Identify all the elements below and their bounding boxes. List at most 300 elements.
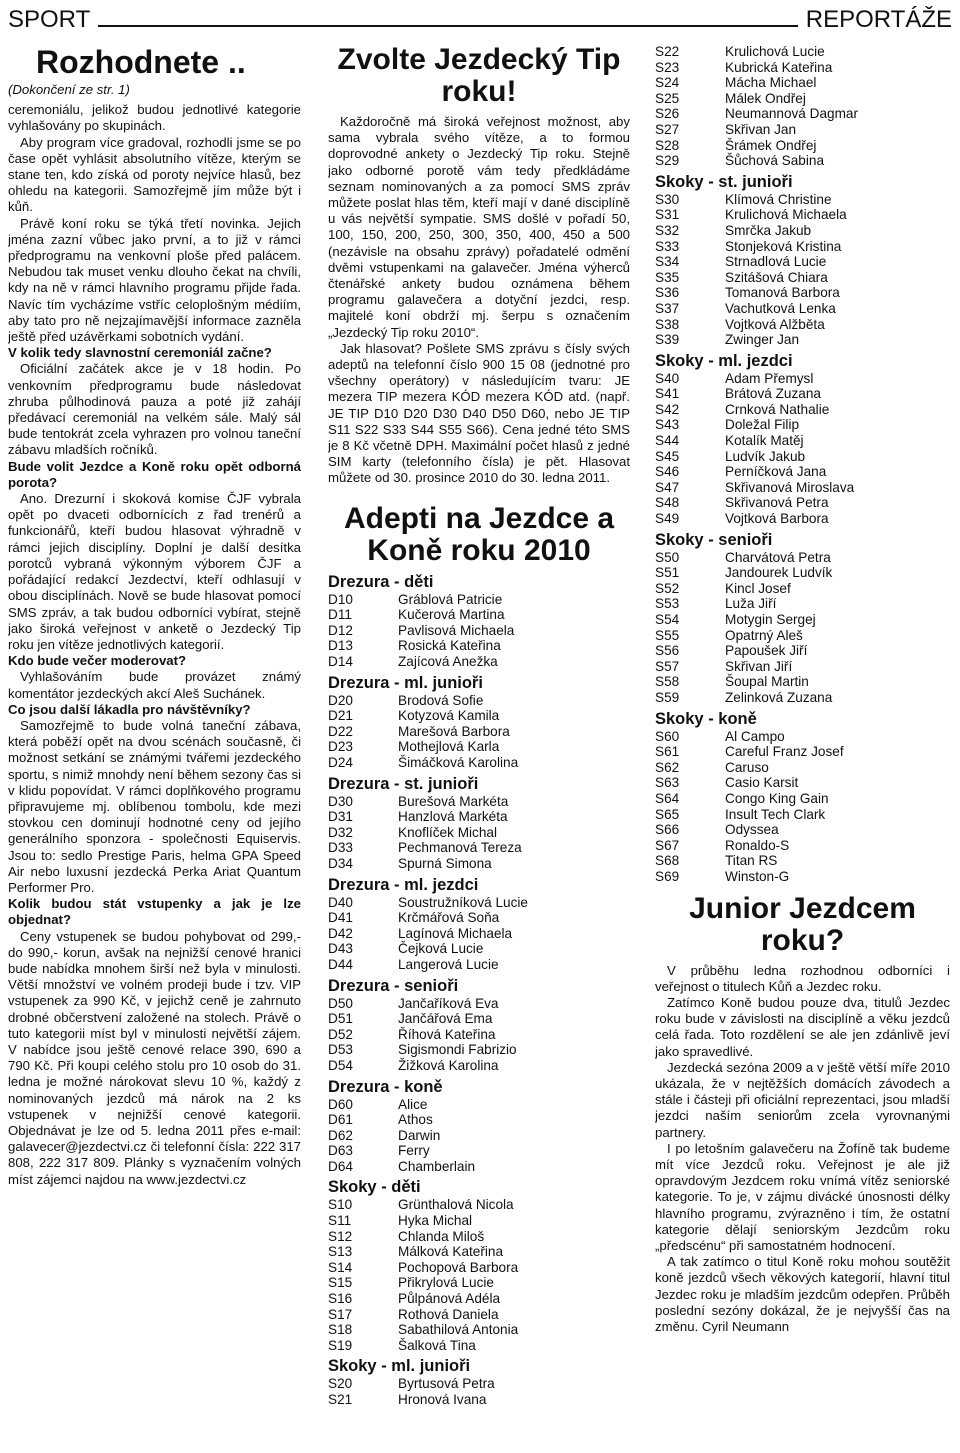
nominee-row <box>655 581 950 597</box>
nominee-row <box>655 612 950 628</box>
nominee-name: Klímová Christine <box>725 191 832 207</box>
nominee-name: Rosická Kateřina <box>398 638 501 654</box>
section-type-label: REPORTÁŽE <box>805 6 952 33</box>
nominee-code: S28 <box>655 137 680 153</box>
nominee-name: Lagínová Michaela <box>398 925 513 941</box>
nominee-name: Šoupal Martin <box>725 674 809 690</box>
nominee-row <box>655 386 950 402</box>
nominee-code: D62 <box>328 1127 353 1143</box>
nominee-row <box>655 285 950 301</box>
nominee-code: D23 <box>328 739 353 755</box>
nominee-code: D21 <box>328 708 353 724</box>
nominee-name: Skřivanová Miroslava <box>725 479 855 495</box>
article-paragraph: Ano. Drezurní i skoková komise ČJF vybrala opět po dvaceti odbornících z řad trenérů a funkcionářů, kteří budou hlasovat výhradně v rámci jejich disciplíny. Doplní je další desítka porotců vybraná výkonným výborem ČJF a pořádající redakcí Jezdectví, kteří odhlasují v obou disciplínách. Nově se bude hlasovat pomocí SMS zpráv, a tak budou odborníci vybírat, stejně jako široká veřejnost v anketě o Jezdecký Tip roku jen vítěze jednotlivých kategorií. <box>8 491 301 652</box>
nominee-code: S59 <box>655 689 680 705</box>
category-heading: Drezura - st. junioři <box>328 774 479 793</box>
nominee-row <box>328 1275 630 1291</box>
nominee-row <box>328 856 630 872</box>
nominee-code: S41 <box>655 386 680 402</box>
nominee-code: S12 <box>328 1228 353 1244</box>
category-heading: Drezura - senioři <box>328 976 459 995</box>
nominee-row <box>655 628 950 644</box>
nominee-row <box>328 607 630 623</box>
nominee-row <box>655 659 950 675</box>
nominee-code: S51 <box>655 565 680 581</box>
adepti-title: Adepti na Jezdce a Koně roku 2010 <box>343 501 615 567</box>
nominee-code: S35 <box>655 269 680 285</box>
nominee-code: S34 <box>655 254 680 270</box>
nominee-code: S55 <box>655 627 680 643</box>
nominee-row <box>328 895 630 911</box>
nominee-name: Szitášová Chiara <box>725 269 828 285</box>
nominee-code: S25 <box>655 90 680 106</box>
nominee-code: S26 <box>655 106 680 122</box>
nominee-name: Al Campo <box>725 728 785 744</box>
nominee-code: S46 <box>655 464 680 480</box>
nominee-name: Alice <box>398 1096 428 1112</box>
nominee-row <box>655 60 950 76</box>
nominee-code: S19 <box>328 1337 353 1353</box>
nominee-row <box>328 1260 630 1276</box>
nominee-name: Hyka Michal <box>398 1213 473 1229</box>
nominee-row <box>328 825 630 841</box>
nominee-row <box>328 1097 630 1113</box>
nominee-code: S15 <box>328 1275 353 1291</box>
junior-title: Junior Jezdcem roku? <box>689 891 916 957</box>
nominee-code: D24 <box>328 755 353 771</box>
category-heading: Skoky - st. junioři <box>655 172 793 191</box>
nominee-row <box>655 371 950 387</box>
nominee-code: S13 <box>328 1244 353 1260</box>
nominee-name: Ferry <box>398 1143 430 1159</box>
article-paragraph: Samozřejmě to bude volná taneční zábava, která poběží opět na dvou scénách současně, či možnost setkání se známými tvářemi jezdeckého sportu, s nimiž mnohdy není během sezony čas si v klidu popovídat. V rámci doplňkového programu připravujeme mj. oblíbenou tombolu, kde mezi stovkou cen dominují hodnotné ceny od jejího generálního sponzora - společnosti Equiservis. Jsou to: sedlo Prestige Paris, helma GPA Speed Air nebo luxusní jezdecká Perka Ariat Quantum Performer Pro. <box>8 717 301 895</box>
nominee-name: Krčmářová Soňa <box>398 910 500 926</box>
article-question: Co jsou další lákadla pro návštěvníky? <box>8 701 251 717</box>
nominee-name: Darwin <box>398 1127 441 1143</box>
nominee-list-right <box>655 44 950 885</box>
nominee-name: Žižková Karolina <box>398 1057 499 1073</box>
nominee-row <box>655 690 950 706</box>
article-paragraph: Vyhlašováním bude provázet známý komentátor jezdeckých akcí Aleš Suchánek. <box>8 669 301 701</box>
category-heading: Skoky - ml. junioři <box>328 1357 471 1376</box>
nominee-code: S42 <box>655 401 680 417</box>
nominee-name: Říhová Kateřina <box>398 1026 496 1042</box>
nominee-name: Šrámek Ondřej <box>725 137 817 153</box>
nominee-row <box>328 724 630 740</box>
nominee-name: Byrtusová Petra <box>398 1376 495 1392</box>
nominee-code: S56 <box>655 643 680 659</box>
nominee-row <box>655 122 950 138</box>
nominee-code: S32 <box>655 222 680 238</box>
nominee-code: S67 <box>655 837 680 853</box>
nominee-name: Ludvík Jakub <box>725 448 806 464</box>
nominee-name: Málková Kateřina <box>398 1244 504 1260</box>
nominee-name: Skřivan Jiří <box>725 658 793 674</box>
nominee-name: Krulichová Michaela <box>725 207 847 223</box>
nominee-name: Zelinková Zuzana <box>725 689 833 705</box>
nominee-name: Kubrická Kateřina <box>725 59 833 75</box>
nominee-row <box>328 1322 630 1338</box>
nominee-row <box>655 550 950 566</box>
nominee-code: S48 <box>655 495 680 511</box>
article-paragraph: Oficiální začátek akce je v 18 hodin. Po venkovním předprogramu bude následovat zhruba půlhodinová pauza a poté již zahájí předávací ceremoniál na velkém sále. Malý sál bude tentokrát zcela vyhrazen pro volnou taneční zábavu mladších ročníků. <box>8 361 301 458</box>
article-paragraph: Ceny vstupenek se budou pohybovat od 299,- do 990,- korun, avšak na nejnižší cenové hranici bude nabídka mnohem širší než byla v minulosti. Větší množství ve volném prodeji bude i tzv. VIP vstupenek za 990 Kč, v jejichž ceně je zahrnuto drobné občerstvení založené na stolech. Právě o tuto kategorii míst byl v minulosti největší zájem. V nabídce jsou ještě cenové relace 390, 690 a 790 Kč. Při koupi celého stolu pro 10 osob do 31. ledna je možné nárokovat slevu 10 %, každý z nominovaných jezdců má nárok na 2 ks vstupenek v nejnižší cenové kategorii. Objednávat je lze od 5. ledna 2011 přes e-mail: galavecer@jezdectvi.cz či telefonní čísla: 222 317 808, 222 317 809. Plánky s vyznačením volných míst zájemci najdou na www.jezdectvi.cz <box>8 928 301 1187</box>
nominee-name: Spurná Simona <box>398 855 492 871</box>
junior-paragraph: Zatímco Koně budou pouze dva, titulů Jezdec roku bude v závislosti na disciplíně a věku jezdců celá řada. Toto rozdělení se ale jen zdánlivě jeví jako spravedlivé. <box>655 994 950 1059</box>
nominee-name: Soustružníková Lucie <box>398 894 528 910</box>
nominee-code: S65 <box>655 806 680 822</box>
article-title: Rozhodnete .. <box>36 44 246 80</box>
nominee-row <box>655 332 950 348</box>
nominee-row <box>655 853 950 869</box>
category-heading: Skoky - ml. jezdci <box>655 351 793 370</box>
nominee-row <box>655 91 950 107</box>
nominee-code: D13 <box>328 638 353 654</box>
nominee-code: D43 <box>328 941 353 957</box>
nominee-row <box>655 138 950 154</box>
nominee-code: D54 <box>328 1057 353 1073</box>
nominee-code: S27 <box>655 121 680 137</box>
nominee-row <box>328 840 630 856</box>
article-question: Kdo bude večer moderovat? <box>8 653 187 669</box>
nominee-code: S68 <box>655 853 680 869</box>
nominee-row <box>328 1338 630 1354</box>
nominee-name: Brátová Zuzana <box>725 386 821 402</box>
nominee-code: D44 <box>328 956 353 972</box>
nominee-code: S20 <box>328 1376 353 1392</box>
nominee-code: D52 <box>328 1026 353 1042</box>
article-subtitle: (Dokončení ze str. 1) <box>8 82 130 97</box>
nominee-name: Smrčka Jakub <box>725 222 812 238</box>
nominee-code: D40 <box>328 894 353 910</box>
category-heading: Drezura - děti <box>328 572 434 591</box>
nominee-row <box>328 1042 630 1058</box>
nominee-name: Pochopová Barbora <box>398 1259 519 1275</box>
nominee-name: Athos <box>398 1112 433 1128</box>
nominee-name: Ronaldo-S <box>725 837 790 853</box>
tip-paragraph: Jak hlasovat? Pošlete SMS zprávu s čísly svých adeptů na telefonní číslo 900 15 08 (jednotné pro všechny operátory) v následujícím tvaru: JE mezera TIP mezera KÓD mezera KÓD atd. (např. JE TIP D10 D20 D30 D40 D50 D60, nebo JE TIP S11 S22 S33 S44 S55 S66). Cena jedné této SMS je 8 Kč včetně DPH. Maximální počet hlasů z jedné SIM karty (telefonního čísla) je pět. Hlasovat můžete od 30. prosince 2010 do 30. ledna 2011. <box>328 340 630 486</box>
nominee-row <box>655 449 950 465</box>
nominee-row <box>328 1213 630 1229</box>
nominee-row <box>655 464 950 480</box>
nominee-name: Congo King Gain <box>725 790 829 806</box>
nominee-row <box>655 153 950 169</box>
nominee-row <box>655 791 950 807</box>
nominee-row <box>655 106 950 122</box>
category-heading: Drezura - koně <box>328 1077 443 1096</box>
nominee-name: Opatrný Aleš <box>725 627 803 643</box>
nominee-code: S17 <box>328 1306 353 1322</box>
nominee-row <box>655 44 950 60</box>
nominee-row <box>328 1229 630 1245</box>
junior-paragraph: Jezdecká sezóna 2009 a v ještě větší míře 2010 ukázala, že v nejtěžších domácích závodech a stále i částeji při oficiální reprezentaci, jsou mladší jezdci naším seniorům zcela vyrovnanými partnery. <box>655 1059 950 1140</box>
nominee-row <box>328 654 630 670</box>
nominee-code: D11 <box>328 607 352 623</box>
nominee-name: Přikrylová Lucie <box>398 1275 494 1291</box>
nominee-row <box>655 822 950 838</box>
article-paragraph: Právě koní roku se týká třetí novinka. Jejich jména zazní vůbec jako první, a to již v rámci předprogramu na venkovní ploše před palácem. Nebudou tak muset venku dlouho čekat na chvíli, kdy na ně v rámci hlavního programu přijde řada. Navíc tím vycházíme vstříc celoplošným médiím, aby tato pro ně nejzajímavější informace zazněla ještě před uzávěrkami sobotních vydání. <box>8 215 301 345</box>
article-column <box>8 44 301 1188</box>
nominee-name: Tomanová Barbora <box>725 285 840 301</box>
nominee-row <box>328 755 630 771</box>
nominee-code: S21 <box>328 1392 353 1408</box>
nominee-row <box>328 1392 630 1408</box>
nominee-row <box>655 254 950 270</box>
nominee-name: Luža Jiří <box>725 596 777 612</box>
article-paragraph: ceremoniálu, jelikož budou jednotlivé kategorie vyhlašovány po skupinách. <box>8 102 301 134</box>
nominee-code: S45 <box>655 448 680 464</box>
nominee-name: Skřivan Jan <box>725 121 797 137</box>
nominee-code: S63 <box>655 775 680 791</box>
middle-column <box>328 44 630 1408</box>
header-rule <box>98 25 798 27</box>
nominee-row <box>328 1244 630 1260</box>
nominee-row <box>655 596 950 612</box>
nominee-name: Langerová Lucie <box>398 956 499 972</box>
nominee-name: Zwinger Jan <box>725 332 800 348</box>
nominee-code: D64 <box>328 1158 353 1174</box>
nominee-row <box>655 480 950 496</box>
nominee-name: Knoflíček Michal <box>398 824 497 840</box>
nominee-row <box>328 941 630 957</box>
nominee-row <box>655 511 950 527</box>
category-heading: Skoky - děti <box>328 1178 421 1197</box>
nominee-row <box>655 270 950 286</box>
nominee-name: Sigismondi Fabrizio <box>398 1042 517 1058</box>
nominee-name: Kotalík Matěj <box>725 433 804 449</box>
nominee-name: Jančářová Ema <box>398 1011 493 1027</box>
nominee-row <box>328 708 630 724</box>
nominee-row <box>328 1027 630 1043</box>
nominee-row <box>328 1197 630 1213</box>
nominee-name: Mothejlová Karla <box>398 739 500 755</box>
junior-paragraph: A tak zatímco o titul Koně roku mohou soutěžit koně jezdců všech věkových kategorií, hlavní titul Jezdec roku je mladším jezdcům odepřen. Průběh poslední sezóny dokázal, že je nejvyšší čas na změnu. Cyril Neumann <box>655 1254 950 1334</box>
nominee-name: Vojtková Alžběta <box>725 316 825 332</box>
nominee-name: Odyssea <box>725 822 779 838</box>
nominee-row <box>328 794 630 810</box>
nominee-row <box>328 739 630 755</box>
nominee-code: S60 <box>655 728 680 744</box>
nominee-row <box>655 838 950 854</box>
nominee-row <box>328 693 630 709</box>
nominee-code: S11 <box>328 1213 352 1229</box>
tip-paragraph: Každoročně má široká veřejnost možnost, aby sama vybrala svého vítěze, a to formou doprovodné ankety o Jezdecký Tip roku. Stejně jako odborné porotě vám tedy předkládáme seznam nominovaných a za pomocí SMS zpráv můžete poslat hlas těm, kteří mají v dané disciplíně u vás největší sympatie. SMS došlé v pořadí 50, 100, 150, 200, 250, 300, 350, 400, 450 a 500 (nezávisle na obsahu zprávy) pořadatelé odmění dvěmi vstupenkami na galavečer. Jména výherců čtenářské ankety budou oznámena během programu galavečera a dotyční jezdci, resp. majitelé koní obdrží mj. šerpu s označením „Jezdecký Tip roku 2010“. <box>328 114 630 340</box>
nominee-name: Careful Franz Josef <box>725 744 844 760</box>
nominee-code: D63 <box>328 1143 353 1159</box>
nominee-name: Šůchová Sabina <box>725 153 825 169</box>
nominee-name: Motygin Sergej <box>725 612 816 627</box>
nominee-row <box>655 239 950 255</box>
nominee-row <box>328 926 630 942</box>
nominee-row <box>328 1159 630 1175</box>
nominee-name: Hronová Ivana <box>398 1392 487 1408</box>
nominee-name: Jandourek Ludvík <box>725 565 833 581</box>
nominee-code: S53 <box>655 596 680 612</box>
nominee-row <box>655 207 950 223</box>
nominee-row <box>655 869 950 885</box>
nominee-code: S69 <box>655 868 680 884</box>
article-question: V kolik tedy slavnostní ceremoniál začne? <box>8 345 272 361</box>
nominee-code: D51 <box>328 1011 353 1027</box>
nominee-code: S10 <box>328 1197 353 1213</box>
nominee-name: Charvátová Petra <box>725 549 831 565</box>
nominee-name: Vachutková Lenka <box>725 300 836 316</box>
nominee-name: Gráblová Patricie <box>398 591 503 607</box>
nominee-row <box>655 301 950 317</box>
nominee-row <box>655 402 950 418</box>
nominee-code: S61 <box>655 744 680 760</box>
nominee-row <box>328 1376 630 1392</box>
nominee-code: D31 <box>328 809 353 825</box>
nominee-name: Mácha Michael <box>725 75 817 91</box>
nominee-row <box>655 807 950 823</box>
nominee-code: D61 <box>328 1112 353 1128</box>
nominee-code: D42 <box>328 925 353 941</box>
nominee-code: D10 <box>328 591 353 607</box>
nominee-name: Půlpánová Adéla <box>398 1291 501 1307</box>
nominee-name: Čejková Lucie <box>398 941 484 957</box>
nominee-row <box>655 760 950 776</box>
nominee-row <box>328 638 630 654</box>
nominee-row <box>328 1128 630 1144</box>
nominee-name: Kučerová Martina <box>398 607 505 623</box>
nominee-name: Strnadlová Lucie <box>725 254 827 270</box>
nominee-name: Kincl Josef <box>725 580 791 596</box>
nominee-code: D20 <box>328 692 353 708</box>
nominee-code: S30 <box>655 191 680 207</box>
nominee-name: Málek Ondřej <box>725 90 806 106</box>
nominee-code: S16 <box>328 1291 353 1307</box>
nominee-row <box>655 744 950 760</box>
nominee-row <box>328 957 630 973</box>
tip-body <box>328 114 630 487</box>
nominee-name: Burešová Markéta <box>398 793 509 809</box>
nominee-name: Šimáčková Karolina <box>398 755 519 771</box>
nominee-row <box>328 1291 630 1307</box>
nominee-code: S64 <box>655 790 680 806</box>
category-heading: Skoky - senioři <box>655 530 773 549</box>
article-paragraph: Aby program více gradoval, rozhodli jsme se po čase opět vyhlásit absolutního vítěze, kterým se stane ten, kdo získá od poroty nejvíce hlasů, bez ohledu na kategorii. Samozřejmě jím může být i kůň. <box>8 134 301 215</box>
nominee-row <box>655 433 950 449</box>
nominee-code: S14 <box>328 1259 353 1275</box>
nominee-name: Winston-G <box>725 868 790 884</box>
nominee-code: D30 <box>328 793 353 809</box>
nominee-code: S18 <box>328 1322 353 1338</box>
nominee-row <box>328 1143 630 1159</box>
category-heading: Drezura - ml. jezdci <box>328 875 479 894</box>
nominee-row <box>655 192 950 208</box>
nominee-code: S36 <box>655 285 680 301</box>
nominee-name: Šalková Tina <box>398 1337 476 1353</box>
nominee-row <box>655 75 950 91</box>
nominee-name: Titan RS <box>725 853 778 869</box>
nominee-name: Insult Tech Clark <box>725 806 826 822</box>
nominee-code: S33 <box>655 238 680 254</box>
nominee-row <box>328 1307 630 1323</box>
nominee-code: D50 <box>328 995 353 1011</box>
nominee-name: Neumannová Dagmar <box>725 106 858 122</box>
nominee-code: S66 <box>655 822 680 838</box>
nominee-name: Jančaříková Eva <box>398 995 499 1011</box>
nominee-row <box>328 623 630 639</box>
junior-paragraph: I po letošním galavečeru na Žofíně tak budeme mít více Jezdců roku. Veřejnost je ale již opravdovým Jezdcem roku vnímá vítěz seniorské kategorie. To je, v zájmu divácké únosnosti délky hlavního programu, zvýrazněno i tím, že ostatní kategorie dělají seniorským Jezdcům roku „předscénu“ při samostatném hodnocení. <box>655 1140 950 1253</box>
nominee-name: Hanzlová Markéta <box>398 809 508 825</box>
nominee-row <box>328 1058 630 1074</box>
junior-body <box>655 963 950 1336</box>
nominee-code: D41 <box>328 910 353 926</box>
nominee-code: S57 <box>655 658 680 674</box>
nominee-name: Skřivanová Petra <box>725 495 829 511</box>
nominee-name: Sabathilová Antonia <box>398 1322 519 1338</box>
nominee-code: S58 <box>655 674 680 690</box>
nominee-code: D22 <box>328 723 353 739</box>
nominee-name: Perníčková Jana <box>725 464 827 480</box>
nominee-name: Caruso <box>725 759 769 775</box>
nominee-name: Papoušek Jiří <box>725 643 808 659</box>
nominee-code: S39 <box>655 332 680 348</box>
nominee-name: Marešová Barbora <box>398 723 510 739</box>
category-heading: Drezura - ml. junioři <box>328 673 483 692</box>
section-label: SPORT <box>8 6 91 33</box>
nominee-row <box>328 996 630 1012</box>
nominee-code: D32 <box>328 824 353 840</box>
nominee-row <box>655 674 950 690</box>
nominee-row <box>655 317 950 333</box>
nominee-name: Pechmanová Tereza <box>398 840 522 856</box>
nominee-code: D53 <box>328 1042 353 1058</box>
category-heading: Skoky - koně <box>655 709 757 728</box>
nominee-code: S47 <box>655 479 680 495</box>
nominee-name: Chlanda Miloš <box>398 1228 485 1244</box>
nominee-name: Vojtková Barbora <box>725 511 829 527</box>
nominee-name: Doležal Filip <box>725 417 800 433</box>
nominee-name: Rothová Daniela <box>398 1306 499 1322</box>
nominee-row <box>655 775 950 791</box>
nominee-code: S44 <box>655 433 680 449</box>
junior-paragraph: V průběhu ledna rozhodnou odborníci i veřejnost o titulech Kůň a Jezdec roku. <box>655 962 950 994</box>
nominee-row <box>328 910 630 926</box>
nominee-code: D33 <box>328 840 353 856</box>
nominee-name: Adam Přemysl <box>725 370 814 386</box>
nominee-code: S40 <box>655 370 680 386</box>
nominee-code: S29 <box>655 153 680 169</box>
nominee-row <box>328 809 630 825</box>
nominee-row <box>328 1112 630 1128</box>
article-question: Kolik budou stát vstupenky a jak je lze objednat? <box>8 896 301 928</box>
nominee-row <box>655 495 950 511</box>
nominee-row <box>655 223 950 239</box>
page-header <box>8 6 952 34</box>
nominee-code: S22 <box>655 44 680 59</box>
nominee-name: Crnková Nathalie <box>725 401 830 417</box>
article-body <box>8 102 301 1188</box>
nominee-row <box>655 565 950 581</box>
nominee-name: Brodová Sofie <box>398 692 484 708</box>
right-column <box>655 44 950 1335</box>
nominee-name: Stonjeková Kristina <box>725 238 842 254</box>
nominee-row <box>328 592 630 608</box>
nominee-code: S37 <box>655 300 680 316</box>
nominee-code: S52 <box>655 580 680 596</box>
nominee-name: Kotyzová Kamila <box>398 708 500 724</box>
nominee-code: S24 <box>655 75 680 91</box>
article-question: Bude volit Jezdce a Koně roku opět odborná porota? <box>8 458 301 490</box>
nominee-code: D60 <box>328 1096 353 1112</box>
nominee-name: Pavlisová Michaela <box>398 622 515 638</box>
nominee-code: S50 <box>655 549 680 565</box>
nominee-code: S31 <box>655 207 680 223</box>
nominee-code: S38 <box>655 316 680 332</box>
